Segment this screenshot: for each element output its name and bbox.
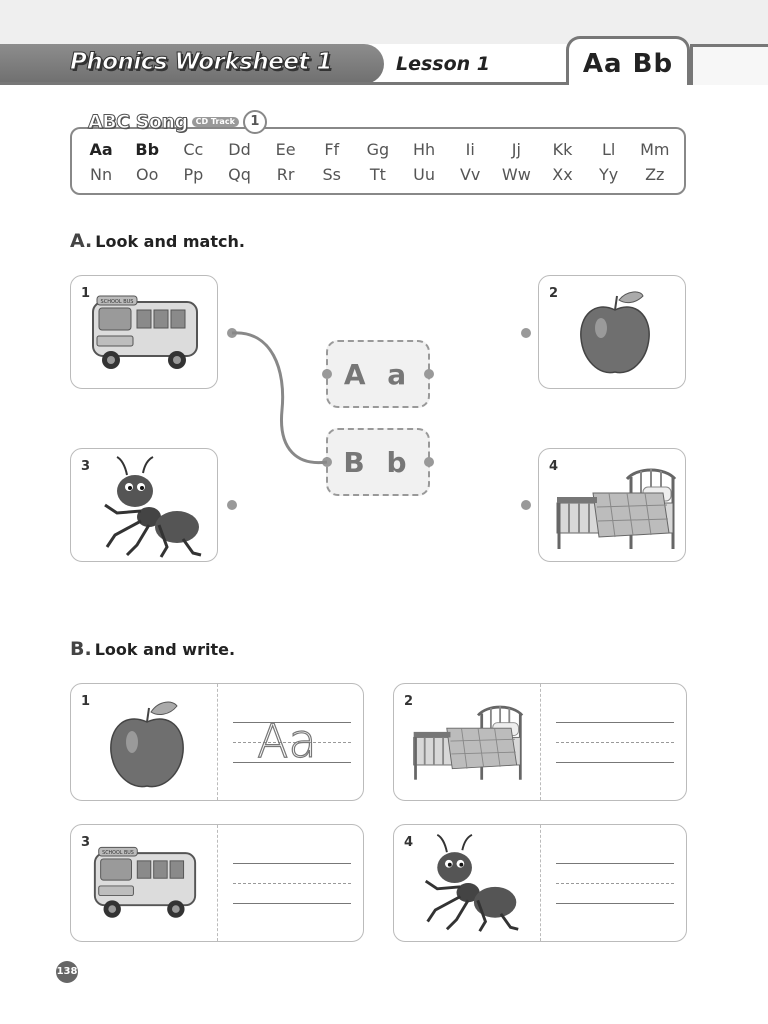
cd-track-number: 1: [243, 110, 267, 134]
alphabet-letter: Cc: [183, 140, 204, 159]
lesson-label: Lesson 1: [396, 53, 491, 75]
alphabet-letter: Rr: [276, 165, 295, 184]
alphabet-letter: Mm: [640, 140, 670, 159]
item-number: 2: [549, 286, 559, 301]
bus-sign-text: SCHOOL BUS: [102, 851, 134, 857]
alphabet-letter: Ss: [322, 165, 342, 184]
school-bus-icon: [91, 845, 199, 923]
letter-tab: Aa Bb: [566, 36, 690, 85]
item-number: 1: [81, 694, 91, 709]
section-a-letter: A.: [70, 230, 93, 252]
item-number: 4: [404, 835, 414, 850]
alphabet-letter: Uu: [413, 165, 435, 184]
page-number: 138: [56, 961, 78, 983]
write-card-2: [393, 683, 687, 801]
alphabet-letter: Aa: [89, 140, 113, 159]
alphabet-letter: Ww: [501, 165, 531, 184]
alphabet-letter: Yy: [598, 165, 619, 184]
alphabet-letter: Hh: [412, 140, 436, 159]
alphabet-letter: Jj: [511, 140, 521, 159]
item-number: 4: [549, 459, 559, 474]
item-number: 3: [81, 835, 91, 850]
alphabet-letter: Vv: [459, 165, 481, 184]
choice-label: A a: [343, 358, 413, 391]
item-number: 2: [404, 694, 414, 709]
alphabet-letter: Kk: [552, 140, 573, 159]
item-number: 3: [81, 459, 91, 474]
write-card-1: [70, 683, 364, 801]
write-card-3: [70, 824, 364, 942]
bus-sign-text: SCHOOL BUS: [100, 299, 134, 305]
alphabet-letter: Ee: [275, 140, 296, 159]
card-divider: [217, 825, 218, 941]
section-b-heading: [70, 638, 235, 660]
apple-icon: [105, 698, 189, 792]
alphabet-letter: Ff: [324, 140, 340, 159]
writing-line-mid: [556, 742, 674, 743]
alphabet-letter: Qq: [228, 165, 251, 184]
section-b-letter: B.: [70, 638, 92, 660]
section-a-instruction: Look and match.: [95, 232, 245, 251]
alphabet-letter: Oo: [136, 165, 159, 184]
write-card-4: [393, 824, 687, 942]
card-divider: [540, 825, 541, 941]
alphabet-letter: Gg: [366, 140, 390, 159]
abc-song-label: ABC Song: [88, 111, 188, 133]
writing-line-top: [556, 863, 674, 864]
alphabet-letter: Ll: [601, 140, 616, 159]
alphabet-letter: Ii: [465, 140, 475, 159]
alphabet-letter: Zz: [645, 165, 665, 184]
writing-line-base: [556, 903, 674, 904]
worksheet-title: Phonics Worksheet 1: [70, 49, 332, 75]
trace-letters: Aa: [257, 714, 317, 768]
alphabet-letter: Pp: [183, 165, 204, 184]
card-divider: [540, 684, 541, 800]
writing-line-top: [556, 722, 674, 723]
writing-line-mid: [233, 883, 351, 884]
writing-line-base: [233, 903, 351, 904]
item-number: 1: [81, 286, 91, 301]
alphabet-letter: Bb: [135, 140, 160, 159]
choice-label: B b: [343, 446, 413, 479]
alphabet-letter: Tt: [369, 165, 386, 184]
cd-track-label: CD Track: [192, 117, 239, 127]
writing-line-base: [556, 762, 674, 763]
card-divider: [217, 684, 218, 800]
section-b-instruction: Look and write.: [94, 640, 236, 659]
ant-icon: [418, 831, 524, 935]
writing-line-mid: [556, 883, 674, 884]
alphabet-letter: Nn: [90, 165, 113, 184]
writing-line-top: [233, 863, 351, 864]
alphabet-letter: Dd: [228, 140, 251, 159]
alphabet-letter: Xx: [552, 165, 573, 184]
bed-icon: [410, 700, 524, 784]
